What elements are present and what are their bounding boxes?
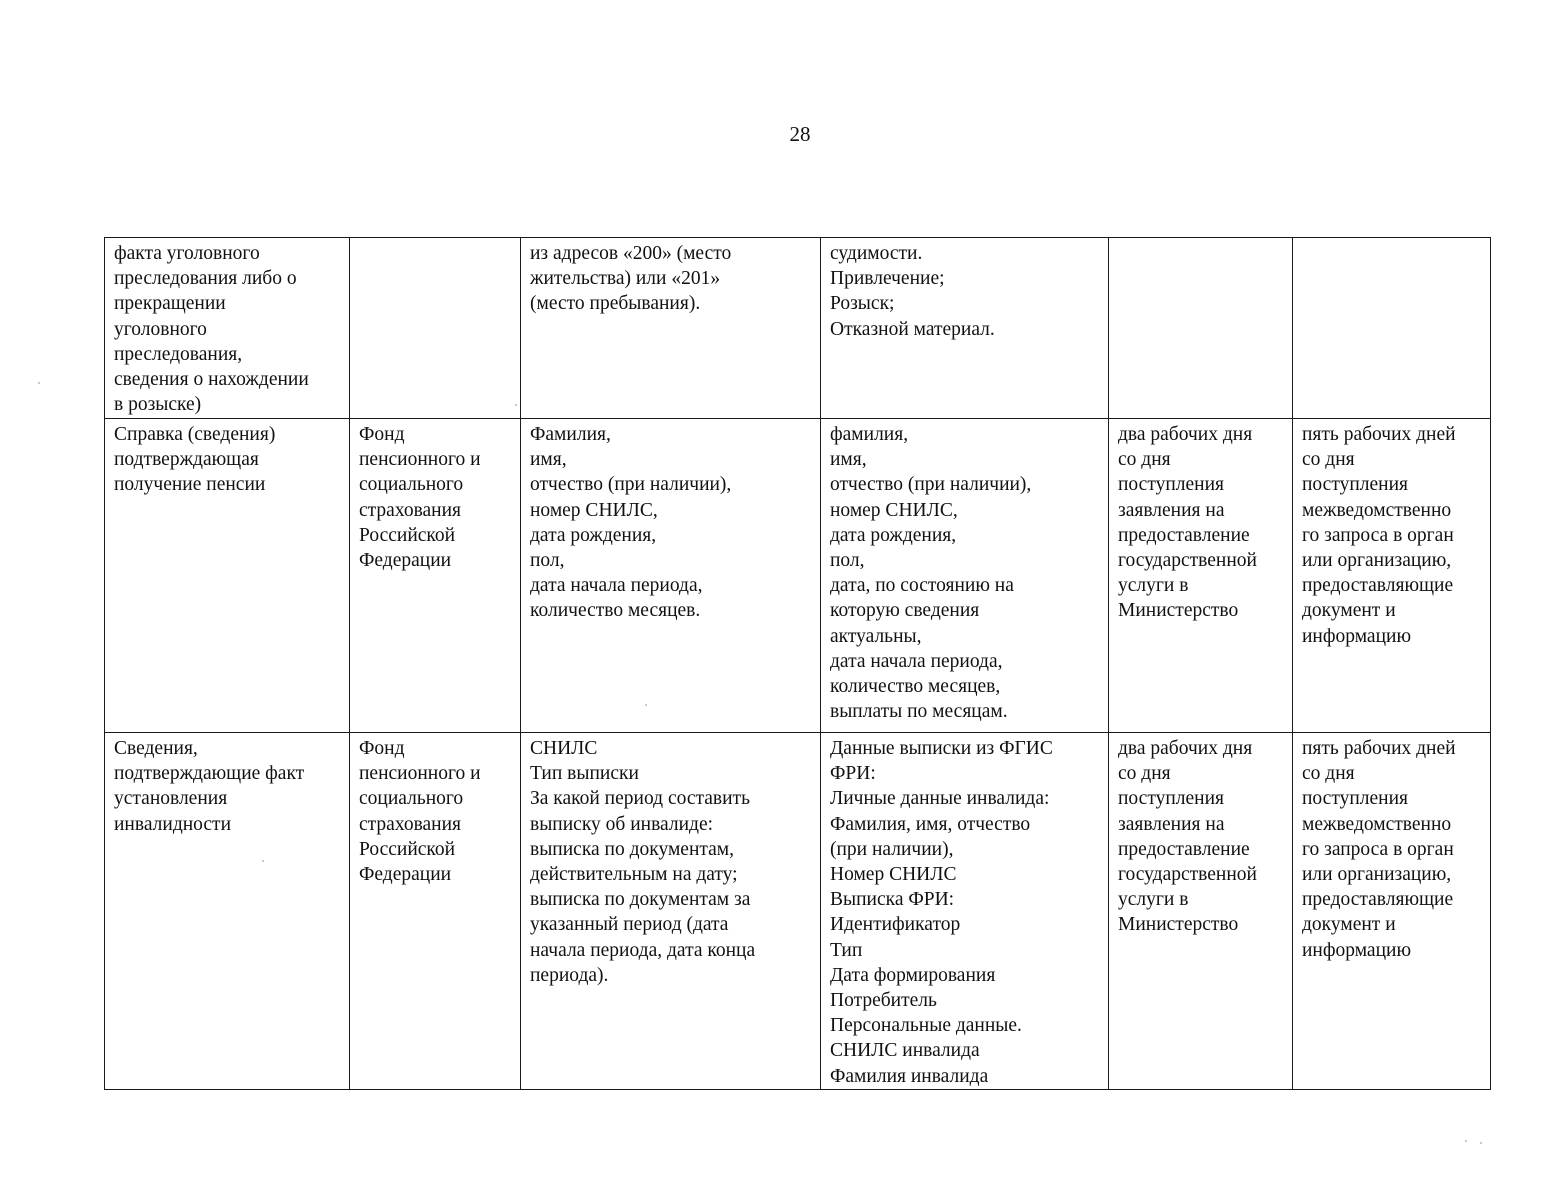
response-term-cell: пять рабочих дней со дня поступления межведомственно го запроса в орган или организацию, предоставляющие документ и информацию [1293, 733, 1491, 1090]
request-data-cell: Фамилия, имя, отчество (при наличии), номер СНИЛС, дата рождения, пол, дата начала периода, количество месяцев. [521, 419, 821, 733]
interagency-request-table [104, 237, 1491, 1090]
table-row [105, 733, 1491, 1090]
provision-term-cell: два рабочих дня со дня поступления заявления на предоставление государственной услуги в Министерство [1109, 733, 1293, 1090]
provision-term-cell: два рабочих дня со дня поступления заявления на предоставление государственной услуги в Министерство [1109, 419, 1293, 733]
organization-cell: Фонд пенсионного и социального страхования Российской Федерации [350, 733, 521, 1090]
document-name-cell: Справка (сведения) подтверждающая получение пенсии [105, 419, 350, 733]
request-data-cell: СНИЛС Тип выписки За какой период составить выписку об инвалиде: выписка по документам, действительным на дату; выписка по документам за указанный период (дата начала периода, дата конца периода). [521, 733, 821, 1090]
page-number: 28 [789, 122, 811, 146]
table-row [105, 238, 1491, 419]
provision-term-cell [1109, 238, 1293, 419]
scan-speck [38, 382, 40, 384]
document-name-cell: Сведения, подтверждающие факт установления инвалидности [105, 733, 350, 1090]
response-term-cell [1293, 238, 1491, 419]
scan-speck [1465, 1140, 1467, 1142]
response-data-cell: судимости. Привлечение; Розыск; Отказной материал. [821, 238, 1109, 419]
response-data-cell: фамилия, имя, отчество (при наличии), номер СНИЛС, дата рождения, пол, дата, по состоянию на которую сведения актуальны, дата начала периода, количество месяцев, выплаты по месяцам. [821, 419, 1109, 733]
scan-speck [515, 404, 517, 406]
request-data-cell: из адресов «200» (место жительства) или «201» (место пребывания). [521, 238, 821, 419]
table-row [105, 419, 1491, 733]
organization-cell [350, 238, 521, 419]
scan-speck [645, 704, 647, 706]
response-term-cell: пять рабочих дней со дня поступления межведомственно го запроса в орган или организацию, предоставляющие документ и информацию [1293, 419, 1491, 733]
document-name-cell: факта уголовного преследования либо о прекращении уголовного преследования, сведения о нахождении в розыске) [105, 238, 350, 419]
scan-speck [1480, 1142, 1482, 1144]
organization-cell: Фонд пенсионного и социального страхования Российской Федерации [350, 419, 521, 733]
scan-speck [262, 860, 264, 862]
response-data-cell: Данные выписки из ФГИС ФРИ: Личные данные инвалида: Фамилия, имя, отчество (при наличии), Номер СНИЛС Выписка ФРИ: Идентификатор Тип Дата формирования Потребитель Персональные данные. СНИЛС инвалида Фамилия инвалида [821, 733, 1109, 1090]
